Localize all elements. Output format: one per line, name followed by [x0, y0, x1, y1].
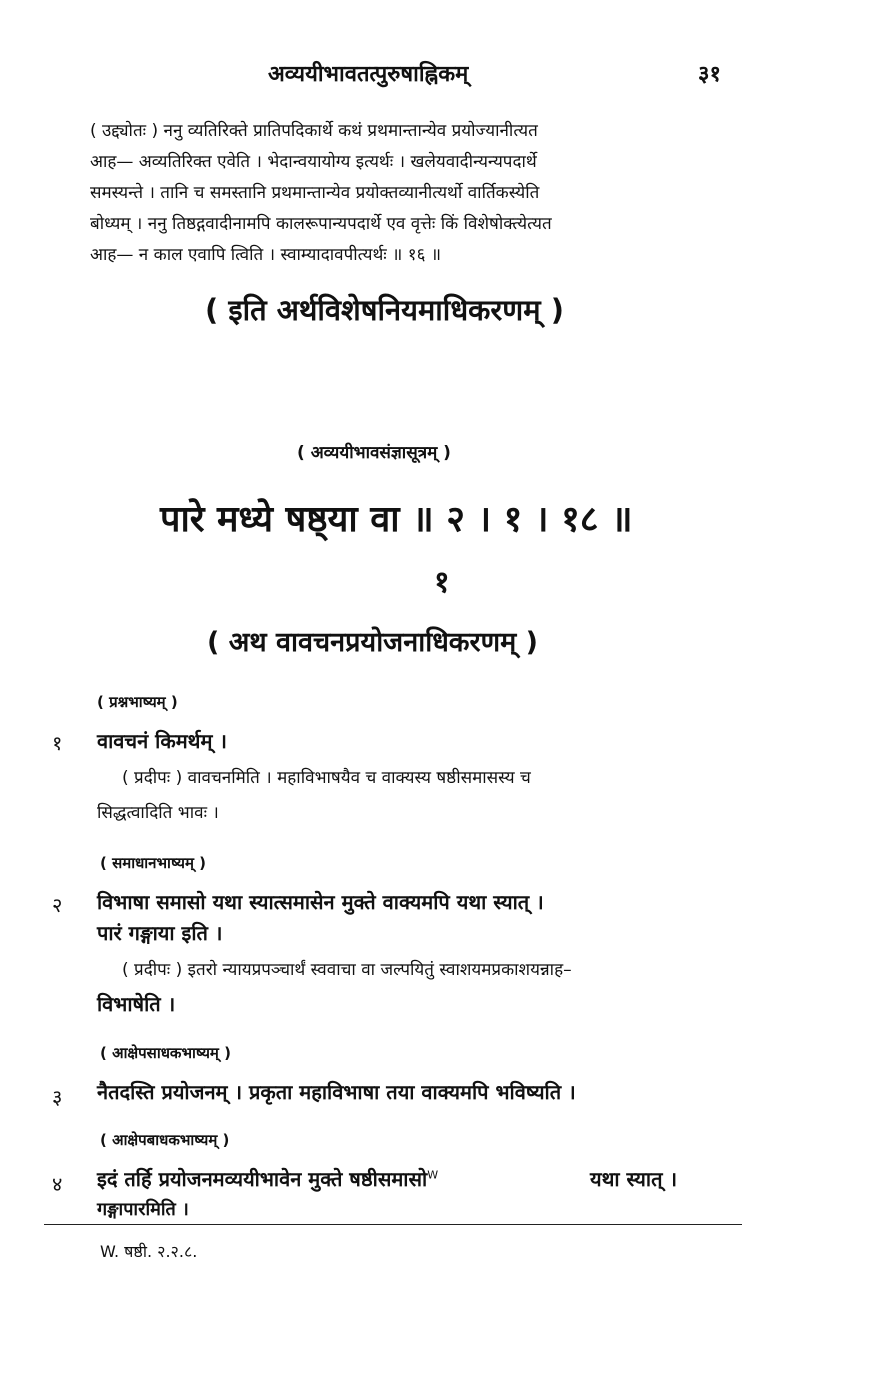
- paragraph-line: आह— अव्यतिरिक्त एवेति । भेदान्वयायोग्य इत्यर्थः । खलेयवादीन्यन्यपदार्थे: [90, 152, 537, 172]
- paragraph-line: बोध्यम् । ननु तिष्ठद्गवादीनामपि कालरूपान्यपदार्थे एव वृत्तेः किं विशेषोक्त्येत्यत: [90, 214, 552, 234]
- section-closing-title: ( इति अर्थविशेषनियमाधिकरणम् ): [205, 293, 564, 327]
- uddyota-paragraph: [90, 116, 738, 271]
- running-header: अव्ययीभावतत्पुरुषाह्निकम्: [268, 62, 469, 87]
- bhashya-label: ( आक्षेपबाधकभाष्यम् ): [100, 1131, 230, 1149]
- paragraph-line: ( उद्द्योतः ) ननु व्यतिरिक्ते प्रातिपदिकार्थे कथं प्रथमान्तान्येव प्रयोज्यानीत्यत: [90, 121, 538, 141]
- pradipa-line: विभाषेति ।: [97, 992, 176, 1016]
- footnote-rule: [44, 1224, 742, 1225]
- bhashya-text: वावचनं किमर्थम् ।: [97, 729, 227, 753]
- adhikarana-title: ( अथ वावचनप्रयोजनाधिकरणम् ): [207, 627, 538, 658]
- sutra-serial: १: [434, 565, 450, 600]
- bhashya-text: विभाषा समासो यथा स्यात्समासेन मुक्ते वाक्यमपि यथा स्यात् ।: [97, 890, 544, 914]
- pradipa-line: ( प्रदीपः ) इतरो न्यायप्रपञ्चार्थं स्ववाचा वा जल्पयितुं स्वाशयमप्रकाशयन्नाह–: [122, 960, 572, 980]
- section-number: ३: [52, 1085, 63, 1109]
- paragraph-line: आह— न काल एवापि त्विति । स्वाम्यादावपीत्यर्थः ॥ १६ ॥: [90, 245, 441, 265]
- bhashya-text: गङ्गापारमिति ।: [97, 1199, 189, 1220]
- sutra-text: पारे मध्ये षष्ठ्या वा ॥ २ । १ । १८ ॥: [160, 499, 633, 540]
- pradipa-line: ( प्रदीपः ) वावचनमिति । महाविभाषयैव च वाक्यस्य षष्ठीसमासस्य च: [122, 768, 531, 788]
- footnote-mark: W: [427, 1168, 439, 1182]
- bhashya-text: नैतदस्ति प्रयोजनम् । प्रकृता महाविभाषा तया वाक्यमपि भविष्यति ।: [97, 1080, 576, 1104]
- bhashya-text-tail: यथा स्यात् ।: [590, 1167, 678, 1191]
- footnote: W. षष्ठी. २.२.८.: [100, 1242, 198, 1261]
- section-number: ४: [52, 1172, 63, 1196]
- section-number: २: [52, 893, 63, 917]
- section-number: १: [52, 731, 63, 755]
- bhashya-text: पारं गङ्गाया इति ।: [97, 921, 223, 945]
- paragraph-line: समस्यन्ते । तानि च समस्तानि प्रथमान्तान्येव प्रयोक्तव्यानीत्यर्थो वार्तिकस्येति: [90, 183, 540, 203]
- page-number: ३१: [698, 62, 721, 87]
- bhashya-text-part: इदं तर्हि प्रयोजनमव्ययीभावेन मुक्ते षष्ठीसमासो: [97, 1167, 428, 1191]
- pradipa-line: सिद्धत्वादिति भावः ।: [97, 803, 219, 823]
- bhashya-text: [97, 1165, 438, 1192]
- sutra-heading: ( अव्ययीभावसंज्ञासूत्रम् ): [297, 443, 451, 463]
- bhashya-label: ( समाधानभाष्यम् ): [100, 854, 207, 872]
- bhashya-label: ( आक्षेपसाधकभाष्यम् ): [100, 1044, 231, 1062]
- bhashya-label: ( प्रश्नभाष्यम् ): [97, 693, 178, 711]
